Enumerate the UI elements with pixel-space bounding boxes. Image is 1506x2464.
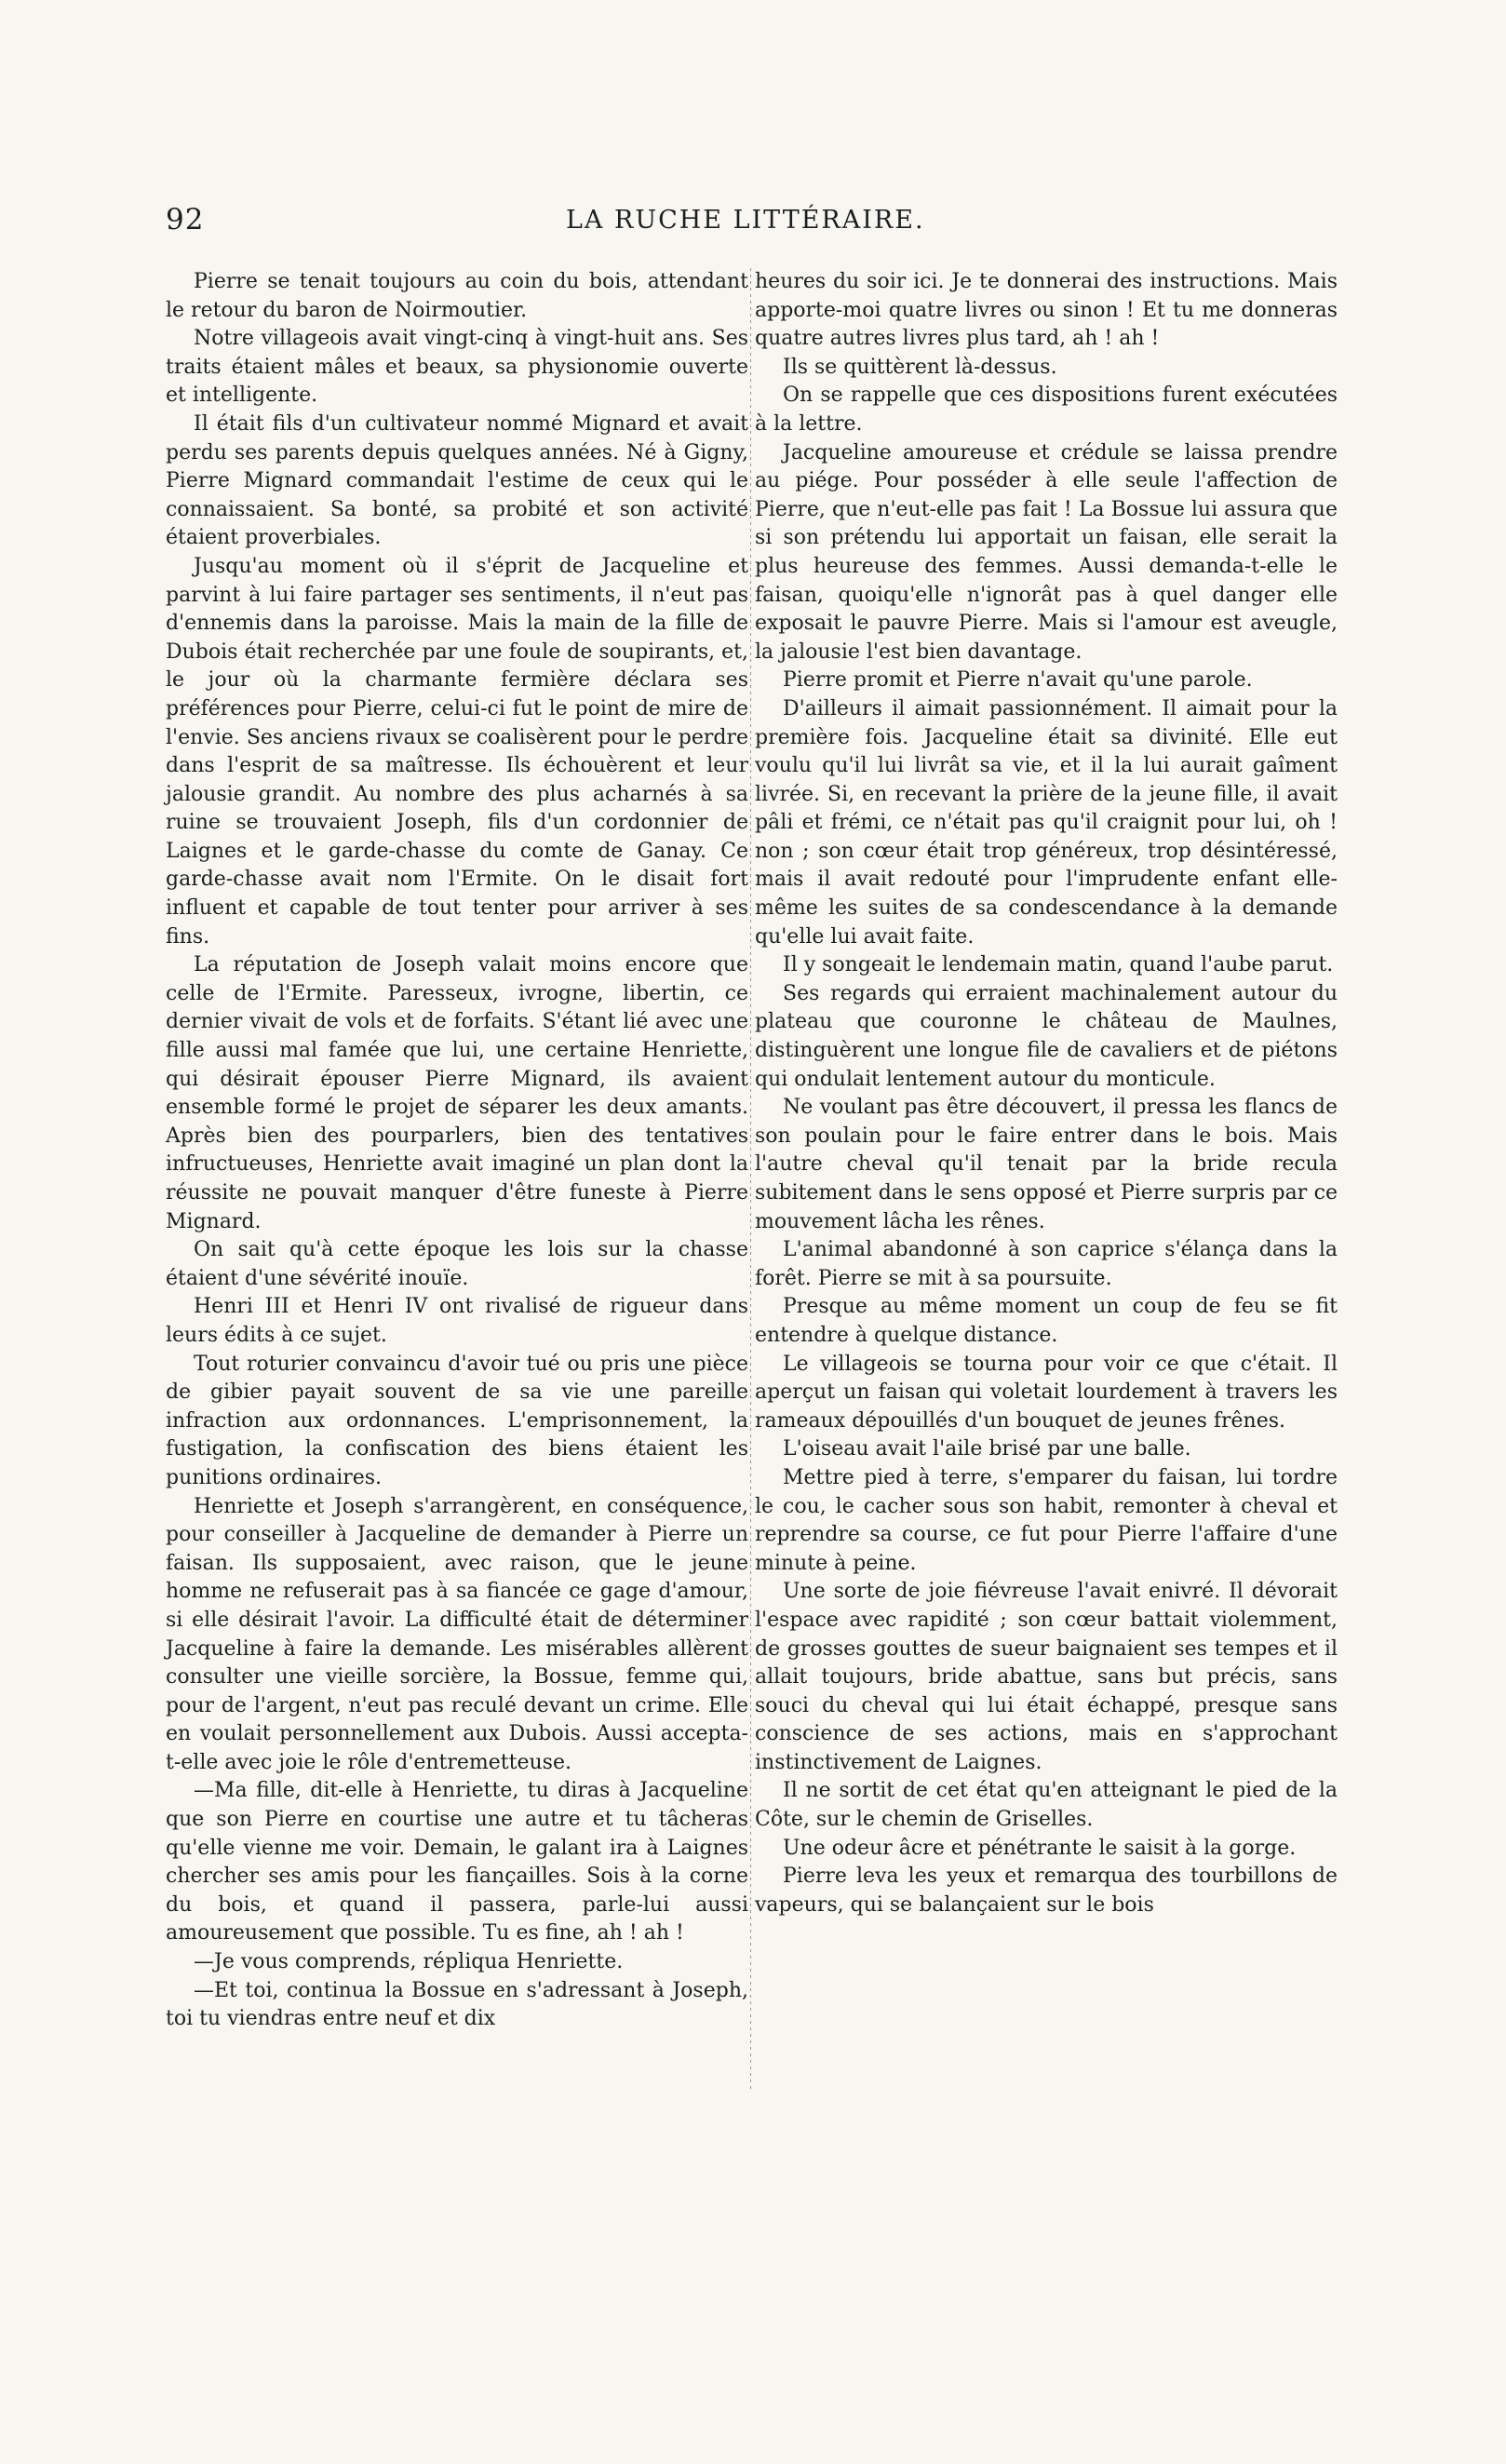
paragraph: Tout roturier convaincu d'avoir tué ou pris une pièce de gibier payait souvent de sa vie une pareille infraction aux ordonnances. L'emprisonnement, la fustigation, la confiscation des biens étaient les punitions ordinaires. — [166, 1352, 748, 1489]
paragraph: Ne voulant pas être découvert, il pressa les flancs de son poulain pour le faire entrer dans le bois. Mais l'autre cheval qu'il tenait par la bride recula subitement dans le sens opposé et Pierre surpris par ce mouvement lâcha les rênes. — [755, 1096, 1338, 1233]
paragraph: Jacqueline amoureuse et crédule se laissa prendre au piége. Pour posséder à elle seule l'affection de Pierre, que n'eut-elle pas fait ! La Bossue lui assura que si son prétendu lui apportait un faisan, elle serait la plus heureuse des femmes. Aussi demanda-t-elle le faisan, quoiqu'elle n'ignorât pas à quel danger elle exposait le pauvre Pierre. Mais si l'amour est aveugle, la jalousie l'est bien davantage. — [755, 440, 1338, 664]
paragraph: Ils se quittèrent là-dessus. — [783, 355, 1057, 379]
paragraph: L'animal abandonné à son caprice s'élança dans la forêt. Pierre se mit à sa poursuite. — [755, 1238, 1338, 1290]
paragraph: Mettre pied à terre, s'emparer du faisan, lui tordre le cou, le cacher sous son habit, remonter à cheval et reprendre sa course, ce fut pour Pierre l'affaire d'une minute à peine. — [755, 1465, 1338, 1575]
paragraph: Jusqu'au moment où il s'éprit de Jacqueline et parvint à lui faire partager ses sentiments, il n'eut pas d'ennemis dans la paroisse. Mais la main de la fille de Dubois était recherchée par une foule de soupirants, et, le jour où la charmante fermière déclara ses préférences pour Pierre, celui-ci fut le point de mire de l'envie. Ses anciens rivaux se coalisèrent pour le perdre dans l'esprit de sa maîtresse. Ils échouèrent et leur jalousie grandit. Au nombre des plus acharnés à sa ruine se trouvaient Joseph, fils d'un cordonnier de Laignes et le garde-chasse du comte de Ganay. Ce garde-chasse avait nom l'Ermite. On le disait fort influent et capable de tout tenter pour arriver à ses fins. — [166, 554, 748, 949]
column-divider — [750, 268, 751, 2093]
paragraph: Ses regards qui erraient machinalement autour du plateau que couronne le château de Maulnes, distinguèrent une longue file de cavaliers et de piétons qui ondulait lentement autour du monticule. — [755, 981, 1338, 1091]
paragraph: D'ailleurs il aimait passionnément. Il aimait pour la première fois. Jacqueline était sa divinité. Elle eut voulu qu'il lui livrât sa vie, et il la lui aurait gaîment livrée. Si, en recevant la prière de la jeune fille, il avait pâli et frémi, ce n'était pas qu'il craignit pour lui, oh ! non ; son cœur était trop généreux, trop désintéressé, mais il avait redouté pour l'imprudente enfant elle-même les suites de sa condescendance à la demande qu'elle lui avait faite. — [755, 696, 1338, 949]
paragraph: Pierre se tenait toujours au coin du bois, attendant le retour du baron de Noirmoutier. — [166, 270, 748, 322]
paragraph-continuation: heures du soir ici. Je te donnerai des instructions. Mais apporte-moi quatre livres ou sinon ! Et tu me donneras quatre autres livres plus tard, ah ! ah ! — [755, 270, 1338, 351]
paragraph: Il ne sortit de cet état qu'en atteignant le pied de la Côte, sur le chemin de Griselles. — [755, 1779, 1338, 1832]
page-header — [166, 203, 1357, 240]
paragraph: Une sorte de joie fiévreuse l'avait enivré. Il dévorait l'espace avec rapidité ; son cœur battait violemment, de grosses gouttes de sueur baignaient ses tempes et il allait toujours, bride abattue, sans but précis, sans souci du cheval qui lui était échappé, presque sans conscience de ses actions, mais en s'approchant instinctivement de Laignes. — [755, 1580, 1338, 1774]
paragraph: Presque au même moment un coup de feu se fit entendre à quelque distance. — [755, 1295, 1338, 1347]
paragraph: —Ma fille, dit-elle à Henriette, tu diras à Jacqueline que son Pierre en courtise une autre et tu tâcheras qu'elle vienne me voir. Demain, le galant ira à Laignes chercher ses amis pour les fiançailles. Sois à la corne du bois, et quand il passera, parle-lui aussi amoureusement que possible. Tu es fine, ah ! ah ! — [166, 1779, 748, 1946]
paragraph: Le villageois se tourna pour voir ce que c'était. Il aperçut un faisan qui voletait lourdement à travers les rameaux dépouillés d'un bouquet de jeunes frênes. — [755, 1352, 1338, 1433]
paragraph: La réputation de Joseph valait moins encore que celle de l'Ermite. Paresseux, ivrogne, libertin, ce dernier vivait de vols et de forfaits. S'étant lié avec une fille aussi mal famée que lui, une certaine Henriette, qui désirait épouser Pierre Mignard, ils avaient ensemble formé le projet de séparer les deux amants. Après bien des pourparlers, bien des tentatives infructueuses, Henriette avait imaginé un plan dont la réussite ne pouvait manquer d'être funeste à Pierre Mignard. — [166, 953, 748, 1233]
paragraph: Henri III et Henri IV ont rivalisé de rigueur dans leurs édits à ce sujet. — [166, 1295, 748, 1347]
paragraph: On se rappelle que ces dispositions furent exécutées à la lettre. — [755, 384, 1338, 436]
paragraph: On sait qu'à cette époque les lois sur la chasse étaient d'une sévérité inouïe. — [166, 1238, 748, 1290]
right-column — [755, 268, 1338, 1919]
paragraph: Henriette et Joseph s'arrangèrent, en conséquence, pour conseiller à Jacqueline de demander à Pierre un faisan. Ils supposaient, avec raison, que le jeune homme ne refuserait pas à sa fiancée ce gage d'amour, si elle désirait l'avoir. La difficulté était de déterminer Jacqueline à faire la demande. Les misérables allèrent consulter une vieille sorcière, la Bossue, femme qui, pour de l'argent, n'eut pas reculé devant un crime. Elle en voulait personnellement aux Dubois. Aussi accepta-t-elle avec joie le rôle d'entremetteuse. — [166, 1494, 748, 1774]
page-number: 92 — [166, 203, 205, 236]
paragraph: Pierre leva les yeux et remarqua des tourbillons de vapeurs, qui se balançaient sur le bois — [755, 1865, 1338, 1917]
paragraph: Il était fils d'un cultivateur nommé Mignard et avait perdu ses parents depuis quelques années. Né à Gigny, Pierre Mignard commandait l'estime de ceux qui le connaissaient. Sa bonté, sa probité et son activité étaient proverbiales. — [166, 411, 748, 550]
left-column — [166, 268, 748, 2034]
paragraph: L'oiseau avait l'aile brisé par une balle. — [783, 1437, 1191, 1461]
paragraph: —Et toi, continua la Bossue en s'adressant à Joseph, toi tu viendras entre neuf et dix — [166, 1978, 748, 2031]
paragraph: Il y songeait le lendemain matin, quand l'aube parut. — [783, 953, 1334, 977]
paragraph: —Je vous comprends, répliqua Henriette. — [194, 1950, 624, 1974]
paragraph: Notre villageois avait vingt-cinq à vingt-huit ans. Ses traits étaient mâles et beaux, sa physionomie ouverte et intelligente. — [166, 327, 748, 408]
paragraph: Pierre promit et Pierre n'avait qu'une parole. — [783, 668, 1253, 693]
paragraph: Une odeur âcre et pénétrante le saisit à la gorge. — [783, 1836, 1297, 1860]
running-title: LA RUCHE LITTÉRAIRE. — [566, 206, 925, 235]
